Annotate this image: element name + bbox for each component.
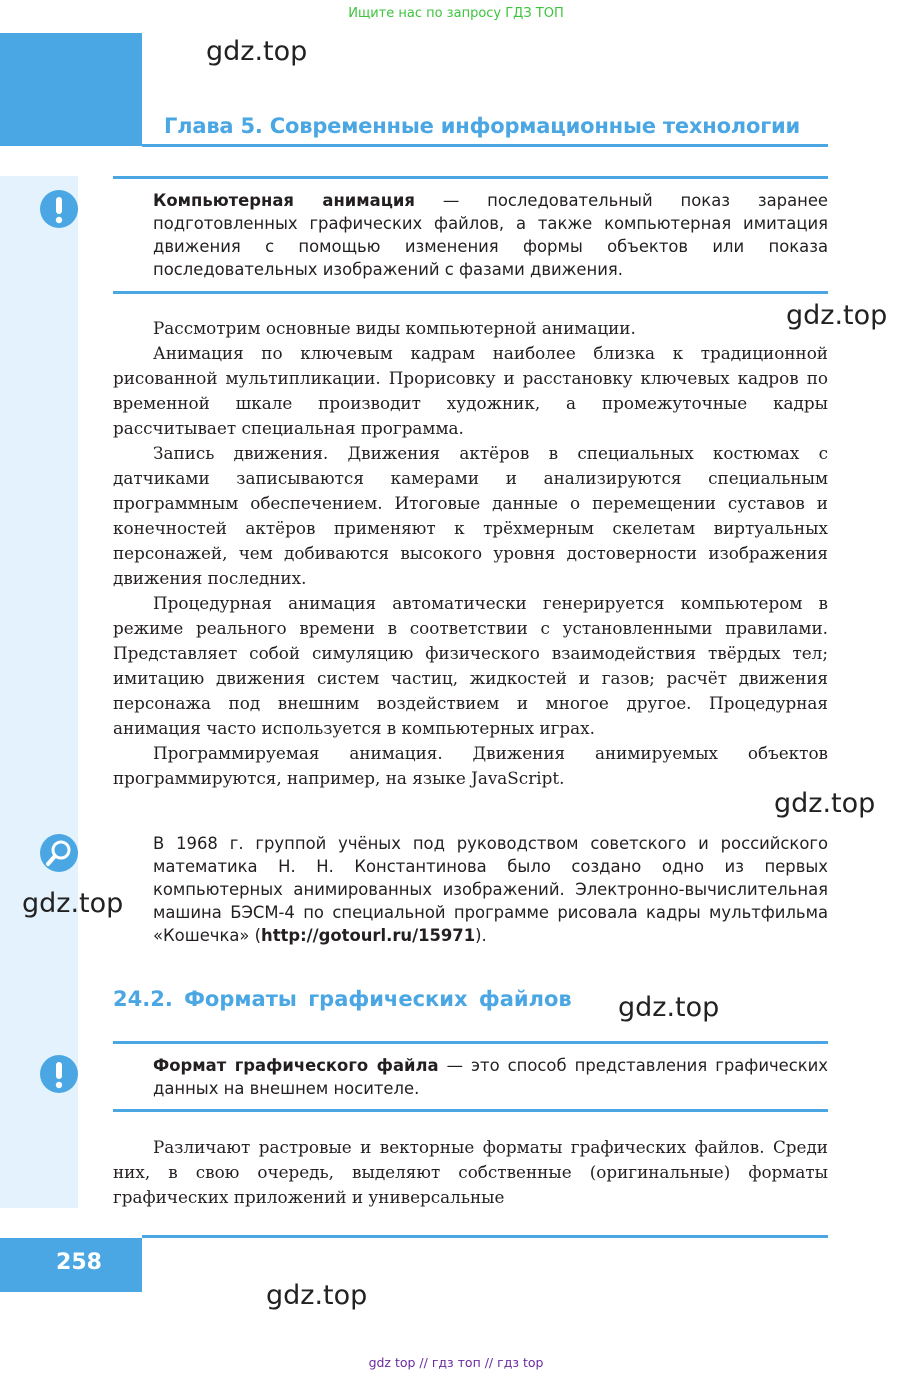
section-title: 24.2. Форматы графических файлов xyxy=(113,987,572,1011)
definition-rule-bottom xyxy=(113,291,828,294)
top-notice: Ищите нас по запросу ГДЗ ТОП xyxy=(348,6,564,21)
info-after: ). xyxy=(475,926,487,945)
info-body: В 1968 г. группой учёных под руководством советского и российского математика Н. Н. Константинова было создано одно из первых компьютерных анимированных изображений. Электронно-вычислительная машина БЭСМ-4 по специальной программе рисовала кадры мультфильма «Кошечка» ( xyxy=(153,834,828,945)
watermark: gdz.top xyxy=(618,992,720,1023)
info-text xyxy=(153,832,828,947)
paragraph: Рассмотрим основные виды компьютерной анимации. xyxy=(153,318,636,338)
chapter-title: Глава 5. Современные информационные технологии xyxy=(164,114,801,138)
definition2-term: Формат графического файла xyxy=(153,1056,439,1075)
paragraph: Процедурная анимация автоматически генерируется компьютером в режиме реального времени в соответствии с установленными правилами. Представляет собой симуляцию физического взаимодействия твёрдых тел; имитацию движения систем частиц, жидкостей и газов; расчёт движения персонажа под внешним воздействием и многое другое. Процедурная анимация часто используется в компьютерных играх. xyxy=(113,593,828,738)
exclamation-icon xyxy=(40,1055,78,1093)
paragraph: Анимация по ключевым кадрам наиболее близка к традиционной рисованной мультипликации. Прорисовку и расстановку ключевых кадров по временной шкале производит художник, а промежуточные кадры рассчитывает специальная программа. xyxy=(113,343,828,438)
definition2-text xyxy=(153,1054,828,1100)
paragraph: Различают растровые и векторные форматы графических файлов. Среди них, в свою очередь, выделяют собственные (оригинальные) форматы графических приложений и универсальные xyxy=(113,1137,828,1207)
definition-term: Компьютерная анимация xyxy=(153,191,415,210)
main-text xyxy=(113,316,828,791)
watermark: gdz.top xyxy=(774,788,876,819)
watermark: gdz.top xyxy=(206,36,308,67)
watermark: gdz.top xyxy=(22,888,124,919)
watermark: gdz.top xyxy=(266,1280,368,1311)
page-number: 258 xyxy=(56,1250,102,1275)
header-blue-tab xyxy=(0,33,142,146)
main-text-2 xyxy=(113,1135,828,1210)
exclamation-icon xyxy=(40,190,78,228)
definition2-rule-bottom xyxy=(113,1109,828,1112)
paragraph: Запись движения. Движения актёров в специальных костюмах с датчиками записываются камерами и анализируются специальным программным обеспечением. Итоговые данные о перемещении суставов и конечностей актёров применяют к трёхмерным скелетам виртуальных персонажей, чем добиваются высокого уровня достоверности изображения движения последних. xyxy=(113,443,828,588)
side-strip xyxy=(0,176,78,1208)
definition-text xyxy=(153,189,828,281)
paragraph: Программируемая анимация. Движения анимируемых объектов программируются, например, на языке JavaScript. xyxy=(113,743,828,788)
definition2-body: — это способ представления графических данных на внешнем носителе. xyxy=(153,1056,829,1098)
header-rule xyxy=(142,144,828,147)
magnifier-icon xyxy=(40,834,78,872)
footer-links[interactable]: gdz top // гдз топ // гдз top xyxy=(368,1355,544,1370)
watermark: gdz.top xyxy=(786,300,888,331)
definition2-rule-top xyxy=(113,1041,828,1044)
footer-rule xyxy=(142,1235,828,1238)
info-link[interactable]: http://gotourl.ru/15971 xyxy=(261,926,476,945)
definition-rule-top xyxy=(113,176,828,179)
definition-body: — последовательный показ заранее подготовленных графических файлов, а также компьютерная имитация движения с помощью изменения формы объектов или показа последовательных изображений с фазами движения. xyxy=(153,191,828,279)
